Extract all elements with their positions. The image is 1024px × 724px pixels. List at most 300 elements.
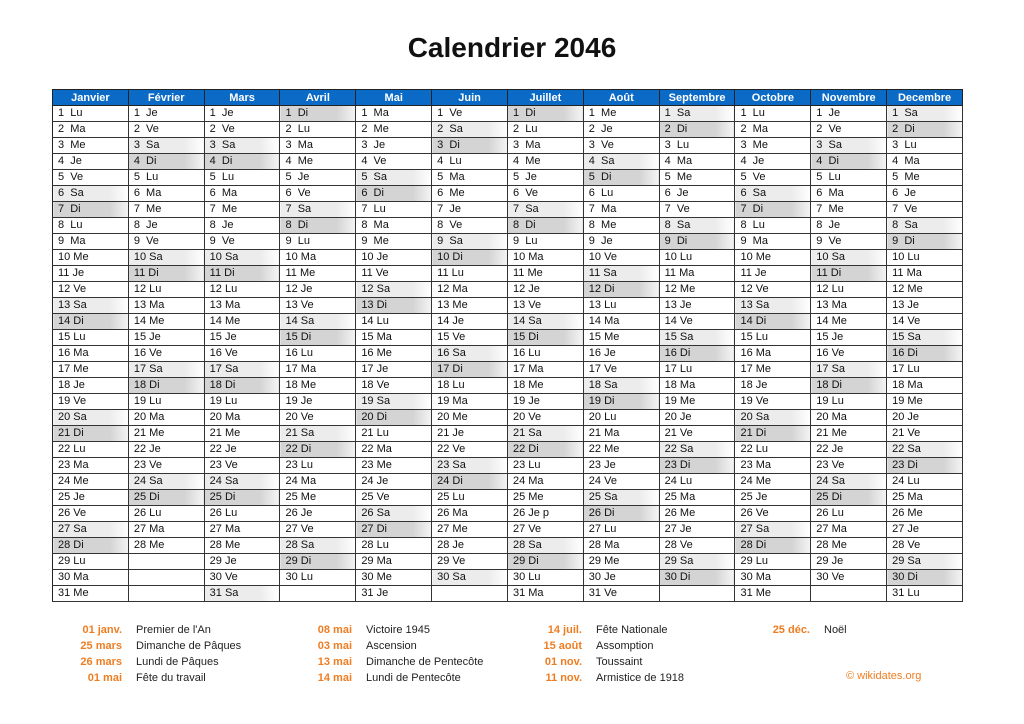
- day-cell: 1 Me: [583, 106, 659, 122]
- day-cell: 10 Sa: [128, 250, 204, 266]
- day-cell: 14 Ma: [583, 314, 659, 330]
- day-cell: 31 Me: [53, 586, 129, 602]
- day-cell: 6 Me: [432, 186, 508, 202]
- day-cell: 18 Je: [735, 378, 811, 394]
- day-cell: 26 Je p: [507, 506, 583, 522]
- day-cell: 29 Lu: [53, 554, 129, 570]
- day-cell: 18 Ma: [887, 378, 963, 394]
- day-cell: 3 Ma: [507, 138, 583, 154]
- day-cell: 8 Sa: [887, 218, 963, 234]
- day-cell: 14 Me: [128, 314, 204, 330]
- day-cell: 18 Sa: [583, 378, 659, 394]
- calendar-table: [52, 89, 963, 602]
- holiday-item: [52, 670, 241, 686]
- day-cell: 17 Di: [432, 362, 508, 378]
- day-cell: 21 Di: [53, 426, 129, 442]
- day-cell: 11 Je: [735, 266, 811, 282]
- day-cell: 13 Je: [887, 298, 963, 314]
- month-header-9: Octobre: [735, 90, 811, 106]
- holiday-name: Noël: [824, 624, 847, 636]
- day-cell: 18 Ve: [356, 378, 432, 394]
- day-cell: 4 Ve: [356, 154, 432, 170]
- day-cell: 12 Ve: [735, 282, 811, 298]
- day-cell: 19 Lu: [811, 394, 887, 410]
- day-cell: 2 Di: [659, 122, 735, 138]
- day-cell: 11 Ve: [356, 266, 432, 282]
- day-cell: 20 Sa: [735, 410, 811, 426]
- day-row: [53, 362, 963, 378]
- day-cell: 17 Je: [356, 362, 432, 378]
- day-cell: 5 Lu: [128, 170, 204, 186]
- day-cell: 20 Ve: [507, 410, 583, 426]
- day-cell: 1 Lu: [53, 106, 129, 122]
- day-cell: 25 Me: [280, 490, 356, 506]
- day-cell: 23 Lu: [280, 458, 356, 474]
- month-header-11: Decembre: [887, 90, 963, 106]
- day-cell: 16 Me: [356, 346, 432, 362]
- day-cell: 12 Sa: [356, 282, 432, 298]
- day-cell: 2 Ma: [735, 122, 811, 138]
- day-cell: 23 Me: [356, 458, 432, 474]
- day-cell: 29 Ve: [432, 554, 508, 570]
- day-cell: 6 Ve: [280, 186, 356, 202]
- day-row: [53, 250, 963, 266]
- day-cell: 3 Sa: [811, 138, 887, 154]
- day-row: [53, 506, 963, 522]
- day-row: [53, 186, 963, 202]
- day-cell: 10 Sa: [204, 250, 280, 266]
- day-cell: 3 Je: [356, 138, 432, 154]
- day-cell: 8 Di: [280, 218, 356, 234]
- day-cell: 30 Sa: [432, 570, 508, 586]
- day-cell: 11 Ma: [659, 266, 735, 282]
- holiday-name: Ascension: [366, 640, 417, 652]
- day-cell: 24 Ve: [583, 474, 659, 490]
- day-cell: 3 Lu: [659, 138, 735, 154]
- day-cell: 20 Ve: [280, 410, 356, 426]
- day-cell: 25 Je: [53, 490, 129, 506]
- day-cell: 8 Je: [811, 218, 887, 234]
- day-cell: 16 Di: [659, 346, 735, 362]
- empty-cell: [432, 586, 508, 602]
- holiday-name: Victoire 1945: [366, 624, 431, 636]
- holiday-name: Armistice de 1918: [596, 672, 685, 684]
- day-cell: 19 Me: [887, 394, 963, 410]
- day-row: [53, 570, 963, 586]
- day-cell: 9 Sa: [432, 234, 508, 250]
- day-cell: 27 Ma: [204, 522, 280, 538]
- day-cell: 18 Me: [507, 378, 583, 394]
- day-cell: 21 Ve: [659, 426, 735, 442]
- day-cell: 19 Ve: [53, 394, 129, 410]
- day-cell: 30 Ma: [735, 570, 811, 586]
- day-cell: 27 Lu: [583, 522, 659, 538]
- holiday-name: Lundi de Pentecôte: [366, 672, 461, 684]
- day-cell: 26 Lu: [811, 506, 887, 522]
- day-cell: 16 Di: [887, 346, 963, 362]
- day-cell: 2 Lu: [507, 122, 583, 138]
- day-cell: 30 Ma: [53, 570, 129, 586]
- day-cell: 2 Ma: [53, 122, 129, 138]
- day-cell: 27 Ve: [507, 522, 583, 538]
- holiday-date: 01 mai: [87, 672, 122, 684]
- day-cell: 17 Sa: [128, 362, 204, 378]
- day-cell: 15 Ve: [432, 330, 508, 346]
- day-cell: 12 Me: [659, 282, 735, 298]
- day-cell: 5 Me: [659, 170, 735, 186]
- day-cell: 24 Sa: [811, 474, 887, 490]
- day-cell: 30 Ve: [811, 570, 887, 586]
- day-cell: 27 Ve: [280, 522, 356, 538]
- day-cell: 28 Di: [53, 538, 129, 554]
- day-cell: 12 Je: [507, 282, 583, 298]
- day-cell: 28 Ve: [887, 538, 963, 554]
- month-header-8: Septembre: [659, 90, 735, 106]
- day-cell: 1 Lu: [735, 106, 811, 122]
- day-cell: 8 Je: [204, 218, 280, 234]
- day-cell: 21 Me: [811, 426, 887, 442]
- day-cell: 15 Me: [583, 330, 659, 346]
- day-cell: 10 Di: [432, 250, 508, 266]
- day-cell: 25 Ma: [887, 490, 963, 506]
- day-cell: 26 Sa: [356, 506, 432, 522]
- holiday-item: [52, 622, 241, 638]
- day-cell: 21 Me: [128, 426, 204, 442]
- day-cell: 12 Ma: [432, 282, 508, 298]
- day-cell: 4 Ma: [659, 154, 735, 170]
- day-cell: 31 Me: [735, 586, 811, 602]
- day-cell: 26 Me: [887, 506, 963, 522]
- day-cell: 24 Lu: [659, 474, 735, 490]
- empty-cell: [280, 586, 356, 602]
- day-cell: 24 Ma: [507, 474, 583, 490]
- day-cell: 20 Di: [356, 410, 432, 426]
- day-cell: 27 Sa: [53, 522, 129, 538]
- day-cell: 16 Ve: [204, 346, 280, 362]
- day-cell: 3 Me: [53, 138, 129, 154]
- day-cell: 10 Ma: [507, 250, 583, 266]
- day-cell: 28 Je: [432, 538, 508, 554]
- day-cell: 23 Ve: [204, 458, 280, 474]
- day-cell: 21 Sa: [507, 426, 583, 442]
- day-cell: 22 Je: [204, 442, 280, 458]
- day-cell: 28 Ma: [583, 538, 659, 554]
- day-cell: 9 Ma: [735, 234, 811, 250]
- day-cell: 4 Lu: [432, 154, 508, 170]
- day-cell: 22 Me: [583, 442, 659, 458]
- day-cell: 24 Sa: [128, 474, 204, 490]
- day-cell: 3 Lu: [887, 138, 963, 154]
- day-cell: 14 Lu: [356, 314, 432, 330]
- day-cell: 19 Ve: [735, 394, 811, 410]
- day-cell: 3 Sa: [128, 138, 204, 154]
- day-cell: 4 Di: [128, 154, 204, 170]
- day-cell: 26 Lu: [128, 506, 204, 522]
- day-cell: 21 Sa: [280, 426, 356, 442]
- day-cell: 12 Lu: [204, 282, 280, 298]
- day-cell: 28 Lu: [356, 538, 432, 554]
- day-row: [53, 426, 963, 442]
- day-row: [53, 314, 963, 330]
- day-cell: 20 Ma: [128, 410, 204, 426]
- day-cell: 11 Me: [507, 266, 583, 282]
- day-cell: 24 Je: [356, 474, 432, 490]
- day-cell: 27 Je: [659, 522, 735, 538]
- day-cell: 30 Ve: [204, 570, 280, 586]
- day-cell: 27 Di: [356, 522, 432, 538]
- day-cell: 30 Me: [356, 570, 432, 586]
- day-cell: 12 Je: [280, 282, 356, 298]
- holiday-item: [282, 654, 483, 670]
- day-cell: 3 Sa: [204, 138, 280, 154]
- day-cell: 12 Lu: [811, 282, 887, 298]
- day-cell: 15 Sa: [659, 330, 735, 346]
- day-cell: 10 Me: [53, 250, 129, 266]
- day-cell: 13 Sa: [53, 298, 129, 314]
- day-row: [53, 474, 963, 490]
- day-cell: 23 Ve: [811, 458, 887, 474]
- holiday-name: Dimanche de Pentecôte: [366, 656, 484, 668]
- empty-cell: [128, 586, 204, 602]
- day-cell: 7 Sa: [280, 202, 356, 218]
- month-header-6: Juillet: [507, 90, 583, 106]
- day-cell: 2 Je: [583, 122, 659, 138]
- day-cell: 25 Ma: [659, 490, 735, 506]
- day-cell: 15 Je: [128, 330, 204, 346]
- day-cell: 5 Je: [280, 170, 356, 186]
- holiday-item: [512, 670, 684, 686]
- holiday-name: Lundi de Pâques: [136, 656, 219, 668]
- day-cell: 26 Lu: [204, 506, 280, 522]
- day-cell: 29 Je: [811, 554, 887, 570]
- day-cell: 29 Ma: [356, 554, 432, 570]
- day-cell: 3 Ve: [583, 138, 659, 154]
- day-cell: 6 Sa: [53, 186, 129, 202]
- day-cell: 20 Sa: [53, 410, 129, 426]
- day-cell: 7 Sa: [507, 202, 583, 218]
- holiday-item: [282, 622, 483, 638]
- day-cell: 13 Ve: [280, 298, 356, 314]
- day-cell: 23 Di: [887, 458, 963, 474]
- day-row: [53, 346, 963, 362]
- day-cell: 25 Di: [128, 490, 204, 506]
- day-cell: 7 Di: [53, 202, 129, 218]
- holiday-name: Toussaint: [596, 656, 643, 668]
- day-cell: 27 Ma: [128, 522, 204, 538]
- day-cell: 4 Di: [811, 154, 887, 170]
- day-cell: 10 Lu: [887, 250, 963, 266]
- day-row: [53, 218, 963, 234]
- day-cell: 5 Me: [887, 170, 963, 186]
- day-row: [53, 154, 963, 170]
- day-cell: 9 Ve: [811, 234, 887, 250]
- day-row: [53, 394, 963, 410]
- month-header-10: Novembre: [811, 90, 887, 106]
- day-cell: 19 Je: [507, 394, 583, 410]
- day-cell: 4 Je: [735, 154, 811, 170]
- day-cell: 23 Lu: [507, 458, 583, 474]
- day-cell: 7 Ve: [659, 202, 735, 218]
- holiday-item: [282, 638, 483, 654]
- day-cell: 6 Ma: [204, 186, 280, 202]
- day-cell: 8 Ma: [356, 218, 432, 234]
- day-cell: 13 Ma: [204, 298, 280, 314]
- day-cell: 21 Lu: [356, 426, 432, 442]
- day-cell: 16 Ma: [735, 346, 811, 362]
- day-cell: 14 Ve: [659, 314, 735, 330]
- day-cell: 19 Di: [583, 394, 659, 410]
- day-cell: 25 Me: [507, 490, 583, 506]
- empty-cell: [128, 570, 204, 586]
- day-row: [53, 122, 963, 138]
- day-cell: 28 Me: [204, 538, 280, 554]
- day-cell: 15 Je: [204, 330, 280, 346]
- month-header-0: Janvier: [53, 90, 129, 106]
- day-row: [53, 378, 963, 394]
- day-cell: 23 Je: [583, 458, 659, 474]
- credit-link[interactable]: © wikidates.org: [846, 670, 922, 682]
- day-cell: 17 Me: [735, 362, 811, 378]
- day-cell: 14 Me: [811, 314, 887, 330]
- day-cell: 15 Ma: [356, 330, 432, 346]
- day-row: [53, 170, 963, 186]
- day-cell: 17 Ve: [583, 362, 659, 378]
- day-cell: 19 Me: [659, 394, 735, 410]
- day-cell: 6 Ve: [507, 186, 583, 202]
- day-cell: 12 Me: [887, 282, 963, 298]
- day-row: [53, 298, 963, 314]
- holiday-date: 25 mars: [80, 640, 122, 652]
- day-cell: 25 Sa: [583, 490, 659, 506]
- holiday-date: 14 juil.: [547, 624, 582, 636]
- day-cell: 6 Di: [356, 186, 432, 202]
- day-cell: 24 Lu: [887, 474, 963, 490]
- day-cell: 1 Sa: [659, 106, 735, 122]
- day-cell: 22 Lu: [53, 442, 129, 458]
- day-cell: 5 Sa: [356, 170, 432, 186]
- day-cell: 7 Me: [811, 202, 887, 218]
- holiday-date: 25 déc.: [772, 624, 810, 636]
- day-row: [53, 586, 963, 602]
- day-row: [53, 538, 963, 554]
- day-cell: 6 Lu: [583, 186, 659, 202]
- day-cell: 17 Ma: [507, 362, 583, 378]
- day-cell: 16 Sa: [432, 346, 508, 362]
- day-cell: 1 Ve: [432, 106, 508, 122]
- day-cell: 4 Me: [280, 154, 356, 170]
- day-cell: 18 Di: [204, 378, 280, 394]
- day-cell: 24 Sa: [204, 474, 280, 490]
- day-cell: 17 Lu: [887, 362, 963, 378]
- day-cell: 10 Je: [356, 250, 432, 266]
- holiday-date: 01 nov.: [544, 656, 582, 668]
- day-cell: 20 Me: [432, 410, 508, 426]
- day-cell: 10 Lu: [659, 250, 735, 266]
- day-cell: 29 Di: [280, 554, 356, 570]
- day-cell: 30 Di: [659, 570, 735, 586]
- day-cell: 2 Me: [356, 122, 432, 138]
- day-cell: 19 Lu: [204, 394, 280, 410]
- holiday-item: [52, 638, 241, 654]
- holiday-name: Fête Nationale: [596, 624, 668, 636]
- day-cell: 25 Ve: [356, 490, 432, 506]
- day-cell: 13 Di: [356, 298, 432, 314]
- day-cell: 22 Di: [280, 442, 356, 458]
- day-cell: 13 Lu: [583, 298, 659, 314]
- day-cell: 1 Ma: [356, 106, 432, 122]
- day-cell: 21 Je: [432, 426, 508, 442]
- day-cell: 5 Di: [583, 170, 659, 186]
- month-header-row: [53, 90, 963, 106]
- day-cell: 31 Sa: [204, 586, 280, 602]
- holiday-name: Premier de l'An: [136, 624, 211, 636]
- day-cell: 12 Di: [583, 282, 659, 298]
- day-cell: 5 Ve: [735, 170, 811, 186]
- day-cell: 30 Di: [887, 570, 963, 586]
- day-cell: 10 Ve: [583, 250, 659, 266]
- day-cell: 9 Di: [659, 234, 735, 250]
- page-title: Calendrier 2046: [407, 32, 617, 63]
- day-cell: 25 Di: [811, 490, 887, 506]
- day-cell: 7 Di: [735, 202, 811, 218]
- day-cell: 29 Sa: [887, 554, 963, 570]
- day-cell: 17 Lu: [659, 362, 735, 378]
- day-cell: 16 Ve: [811, 346, 887, 362]
- day-cell: 25 Di: [204, 490, 280, 506]
- day-cell: 8 Me: [583, 218, 659, 234]
- day-cell: 26 Di: [583, 506, 659, 522]
- day-row: [53, 522, 963, 538]
- day-cell: 21 Ma: [583, 426, 659, 442]
- day-cell: 30 Je: [583, 570, 659, 586]
- day-cell: 22 Je: [811, 442, 887, 458]
- day-cell: 24 Me: [735, 474, 811, 490]
- day-cell: 9 Di: [887, 234, 963, 250]
- holiday-item: [740, 622, 847, 638]
- day-cell: 9 Lu: [280, 234, 356, 250]
- day-cell: 9 Ma: [53, 234, 129, 250]
- day-cell: 26 Ma: [432, 506, 508, 522]
- day-cell: 23 Di: [659, 458, 735, 474]
- day-cell: 6 Ma: [811, 186, 887, 202]
- day-cell: 13 Ma: [811, 298, 887, 314]
- day-cell: 11 Je: [53, 266, 129, 282]
- holiday-column-2: [282, 622, 483, 686]
- day-cell: 8 Sa: [659, 218, 735, 234]
- day-cell: 29 Sa: [659, 554, 735, 570]
- day-cell: 13 Me: [432, 298, 508, 314]
- day-cell: 7 Me: [204, 202, 280, 218]
- day-cell: 8 Lu: [53, 218, 129, 234]
- month-header-1: Février: [128, 90, 204, 106]
- day-cell: 13 Ve: [507, 298, 583, 314]
- day-cell: 2 Ve: [204, 122, 280, 138]
- holiday-date: 01 janv.: [82, 624, 122, 636]
- day-cell: 25 Lu: [432, 490, 508, 506]
- day-cell: 26 Ve: [53, 506, 129, 522]
- day-cell: 2 Di: [887, 122, 963, 138]
- day-cell: 31 Lu: [887, 586, 963, 602]
- day-cell: 15 Di: [280, 330, 356, 346]
- holiday-date: 11 nov.: [545, 672, 582, 684]
- day-cell: 29 Di: [507, 554, 583, 570]
- holiday-date: 15 août: [543, 640, 582, 652]
- day-cell: 21 Me: [204, 426, 280, 442]
- day-row: [53, 410, 963, 426]
- holiday-date: 08 mai: [317, 624, 352, 636]
- day-cell: 1 Sa: [887, 106, 963, 122]
- day-cell: 30 Lu: [507, 570, 583, 586]
